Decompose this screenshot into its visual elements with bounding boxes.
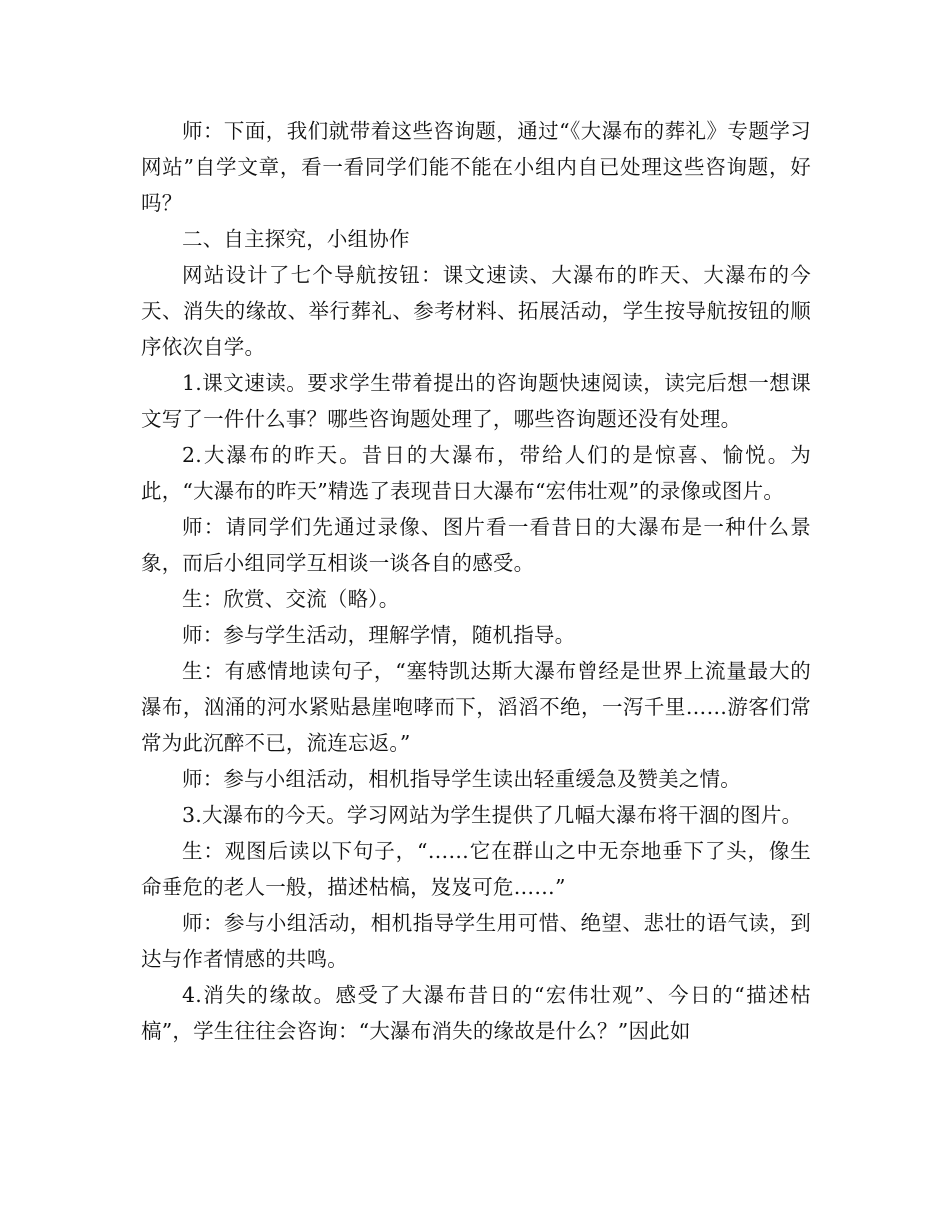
document-body <box>141 113 811 1049</box>
paragraph-teacher-group: 师：参与小组活动，相机指导学生读出轻重缓急及赞美之情。 <box>182 767 741 791</box>
paragraph-nav-buttons: 网站设计了七个导航按钮：课文速读、大瀑布的昨天、大瀑布的今天、消失的缘故、举行葬礼、参考材料、拓展活动，学生按导航按钮的顺序依次自学。 <box>141 263 811 359</box>
paragraph-step-1: 1.课文速读。要求学生带着提出的咨询题快速阅读，读完后想一想课文写了一件什么事？哪些咨询题处理了，哪些咨询题还没有处理。 <box>141 371 811 431</box>
section-heading-explore: 二、自主探究，小组协作 <box>182 227 410 251</box>
paragraph-teacher-video: 师：请同学们先通过录像、图片看一看昔日的大瀑布是一种什么景象，而后小组同学互相谈一谈各自的感受。 <box>141 515 811 575</box>
paragraph-teacher-guide: 师：参与学生活动，理解学情，随机指导。 <box>182 623 576 647</box>
paragraph-step-4: 4.消失的缘故。感受了大瀑布昔日的“宏伟壮观”、今日的“描述枯槁”，学生往往会咨询：“大瀑布消失的缘故是什么？”因此如 <box>141 983 811 1043</box>
paragraph-teacher-tone: 师：参与小组活动，相机指导学生用可惜、绝望、悲壮的语气读，到达与作者情感的共鸣。 <box>141 911 811 971</box>
paragraph-student-share: 生：欣赏、交流（略）。 <box>182 587 400 611</box>
paragraph-step-2: 2.大瀑布的昨天。昔日的大瀑布，带给人们的是惊喜、愉悦。为此，“大瀑布的昨天”精选了表现昔日大瀑布“宏伟壮观”的录像或图片。 <box>141 443 811 503</box>
paragraph-teacher-intro: 师：下面，我们就带着这些咨询题，通过“《大瀑布的葬礼》专题学习网站”自学文章，看一看同学们能不能在小组内自已处理这些咨询题，好吗？ <box>141 119 811 215</box>
paragraph-student-observe: 生：观图后读以下句子，“……它在群山之中无奈地垂下了头，像生命垂危的老人一般，描述枯槁，岌岌可危……” <box>141 839 811 899</box>
paragraph-step-3: 3.大瀑布的今天。学习网站为学生提供了几幅大瀑布将干涸的图片。 <box>182 803 803 827</box>
paragraph-student-read: 生：有感情地读句子，“塞特凯达斯大瀑布曾经是世界上流量最大的瀑布，汹涌的河水紧贴悬崖咆哮而下，滔滔不绝，一泻千里……游客们常常为此沉醉不已，流连忘返。” <box>141 659 811 755</box>
